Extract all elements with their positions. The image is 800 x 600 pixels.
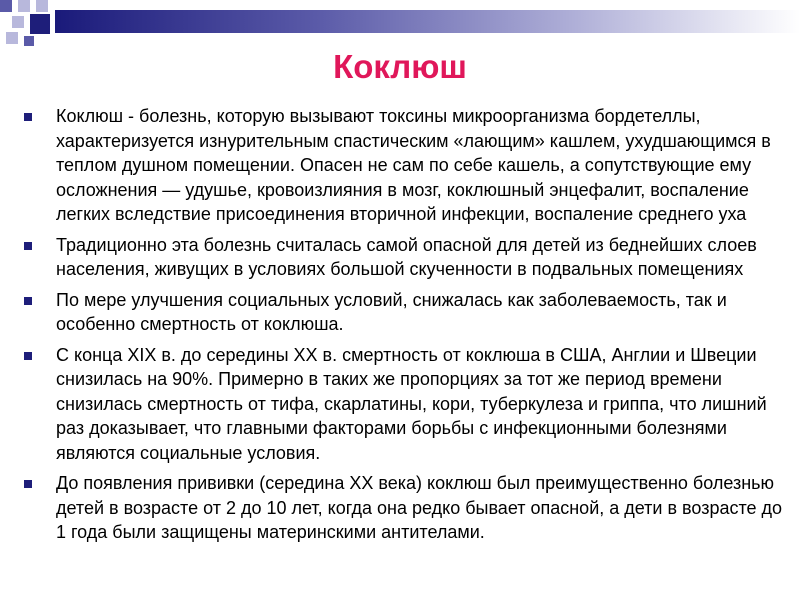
square-bullet-icon <box>24 480 32 488</box>
deco-square <box>18 0 30 12</box>
slide-title: Коклюш <box>333 48 467 85</box>
bullet-item <box>24 471 784 545</box>
bullet-item <box>24 104 784 227</box>
header-gradient-bar <box>55 10 800 33</box>
deco-square <box>24 36 34 46</box>
header-decoration <box>0 0 800 50</box>
bullet-item <box>24 233 784 282</box>
deco-square <box>30 14 50 34</box>
bullet-text: По мере улучшения социальных условий, снижалась как заболеваемость, так и особенно смертность от коклюша. <box>56 289 727 334</box>
deco-square <box>0 0 12 12</box>
bullet-item <box>24 343 784 466</box>
bullet-text: Коклюш - болезнь, которую вызывают токсины микроорганизма бордетеллы, характеризуется изнурительным спастическим «лающим» кашлем, ухудшающимся в теплом душном помещении. Опасен не сам по себе кашель, а сопутствующие ему осложнения — удушье, кровоизлияния в мозг, коклюшный энцефалит, воспаление легких вследствие присоединения вторичной инфекции, воспаление среднего уха <box>56 106 771 224</box>
square-bullet-icon <box>24 113 32 121</box>
square-bullet-icon <box>24 242 32 250</box>
deco-square <box>6 32 18 44</box>
bullet-item <box>24 288 784 337</box>
bullet-text: С конца XIX в. до середины XX в. смертность от коклюша в США, Англии и Швеции снизилась на 90%. Примерно в таких же пропорциях за тот же период времени снизилась смертность от тифа, скарлатины, кори, туберкулеза и гриппа, что лишний раз доказывает, что главными факторами борьбы с инфекционными болезнями являются социальные условия. <box>56 344 767 463</box>
square-bullet-icon <box>24 297 32 305</box>
deco-square <box>36 0 48 12</box>
bullet-text: До появления прививки (середина XX века) коклюш был преимущественно болезнью детей в возрасте от 2 до 10 лет, когда она редко бывает опасной, а дети в возрасте до 1 года были защищены материнскими антителами. <box>56 473 783 542</box>
deco-square <box>12 16 24 28</box>
bullet-text: Традиционно эта болезнь считалась самой опасной для детей из беднейших слоев населения, живущих в условиях большой скученности в подвальных помещениях <box>56 234 757 279</box>
square-bullet-icon <box>24 352 32 360</box>
bullet-list <box>24 104 784 551</box>
